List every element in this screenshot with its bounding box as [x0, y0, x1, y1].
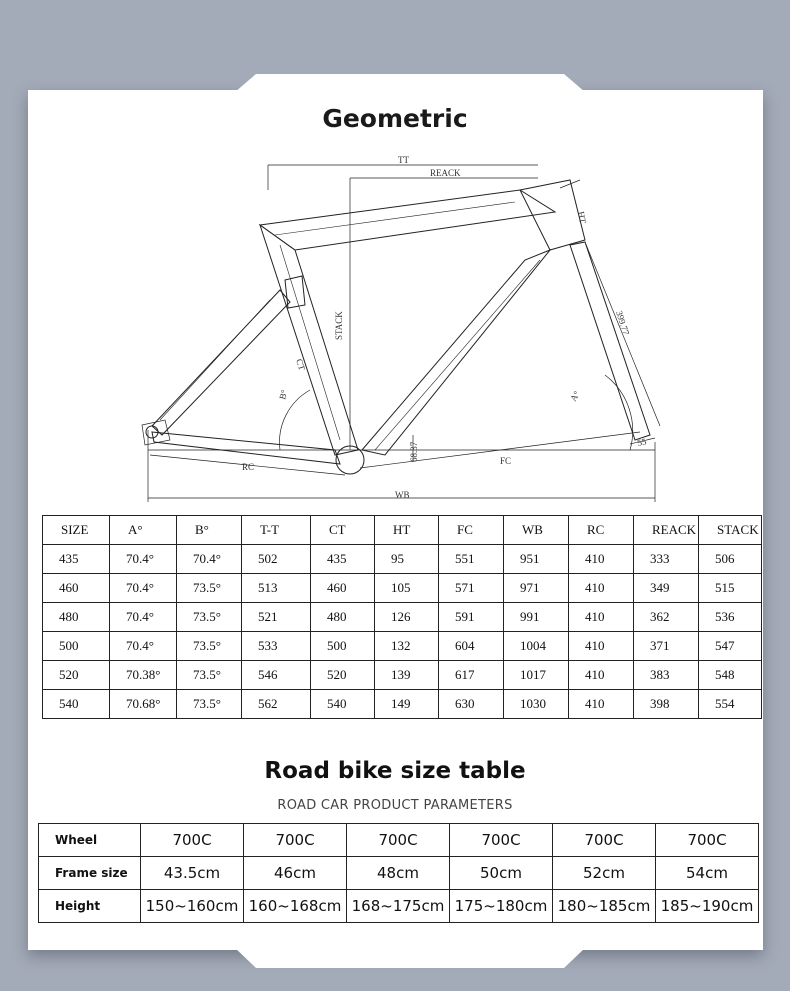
cell-frame-size: 50cm — [450, 857, 553, 890]
cell-height: 150~160cm — [141, 890, 244, 923]
label-ht: HT — [576, 210, 588, 225]
cell-reack: 371 — [634, 632, 699, 661]
size-row-frame-size — [39, 857, 759, 890]
cell-ht: 132 — [375, 632, 439, 661]
cell-a-angle: 70.4° — [110, 603, 177, 632]
cell-wb: 1004 — [504, 632, 569, 661]
cell-b-angle: 73.5° — [177, 574, 242, 603]
cell-height: 175~180cm — [450, 890, 553, 923]
cell-b-angle: 73.5° — [177, 632, 242, 661]
cell-frame-size: 54cm — [656, 857, 759, 890]
cell-wb: 951 — [504, 545, 569, 574]
geometry-row — [43, 661, 762, 690]
cell-b-angle: 70.4° — [177, 545, 242, 574]
label-ct: CT — [294, 357, 308, 372]
label-fc: FC — [500, 456, 512, 466]
sheet-top-tab — [235, 74, 585, 92]
cell-wheel: 700C — [656, 824, 759, 857]
header-stack: STACK — [699, 516, 762, 545]
cell-ct: 540 — [311, 690, 375, 719]
cell-size: 460 — [43, 574, 110, 603]
cell-size: 520 — [43, 661, 110, 690]
cell-wb: 1017 — [504, 661, 569, 690]
cell-fc: 571 — [439, 574, 504, 603]
cell-size: 435 — [43, 545, 110, 574]
cell-wheel: 700C — [141, 824, 244, 857]
geometry-row — [43, 603, 762, 632]
cell-frame-size: 46cm — [244, 857, 347, 890]
cell-rc: 410 — [569, 545, 634, 574]
cell-frame-size: 52cm — [553, 857, 656, 890]
sheet-bottom-tab — [235, 948, 585, 968]
label-a-angle: A° — [568, 389, 582, 403]
cell-ct: 500 — [311, 632, 375, 661]
header-size: SIZE — [43, 516, 110, 545]
cell-ht: 95 — [375, 545, 439, 574]
row-label-height: Height — [39, 890, 141, 923]
cell-size: 480 — [43, 603, 110, 632]
cell-fc: 551 — [439, 545, 504, 574]
cell-b-angle: 73.5° — [177, 690, 242, 719]
label-fork-length: 399.77 — [614, 309, 632, 337]
geometry-header-row — [43, 516, 762, 545]
cell-rc: 410 — [569, 574, 634, 603]
cell-wb: 971 — [504, 574, 569, 603]
header-a-angle: A° — [110, 516, 177, 545]
label-offset: 55 — [636, 436, 648, 448]
cell-a-angle: 70.68° — [110, 690, 177, 719]
label-drop: 68.37 — [409, 441, 419, 462]
cell-b-angle: 73.5° — [177, 603, 242, 632]
cell-rc: 410 — [569, 632, 634, 661]
cell-wb: 991 — [504, 603, 569, 632]
header-ht: HT — [375, 516, 439, 545]
page-title: Geometric — [322, 104, 468, 133]
geometry-row — [43, 545, 762, 574]
cell-a-angle: 70.4° — [110, 632, 177, 661]
label-stack: STACK — [334, 311, 344, 340]
label-b-angle: B° — [277, 388, 290, 401]
size-row-wheel — [39, 824, 759, 857]
size-row-height — [39, 890, 759, 923]
frame-geometry-diagram — [130, 150, 670, 510]
cell-size: 500 — [43, 632, 110, 661]
cell-reack: 333 — [634, 545, 699, 574]
cell-wheel: 700C — [450, 824, 553, 857]
cell-ht: 139 — [375, 661, 439, 690]
cell-a-angle: 70.38° — [110, 661, 177, 690]
cell-ht: 126 — [375, 603, 439, 632]
cell-size: 540 — [43, 690, 110, 719]
cell-wheel: 700C — [244, 824, 347, 857]
cell-ct: 480 — [311, 603, 375, 632]
cell-ct: 460 — [311, 574, 375, 603]
geometry-table — [42, 515, 762, 719]
cell-frame-size: 48cm — [347, 857, 450, 890]
cell-ct: 520 — [311, 661, 375, 690]
cell-rc: 410 — [569, 690, 634, 719]
cell-tt: 546 — [242, 661, 311, 690]
cell-rc: 410 — [569, 661, 634, 690]
cell-wb: 1030 — [504, 690, 569, 719]
row-label-frame-size: Frame size — [39, 857, 141, 890]
cell-fc: 604 — [439, 632, 504, 661]
geometry-row — [43, 574, 762, 603]
cell-wheel: 700C — [553, 824, 656, 857]
cell-a-angle: 70.4° — [110, 574, 177, 603]
header-rc: RC — [569, 516, 634, 545]
cell-wheel: 700C — [347, 824, 450, 857]
header-wb: WB — [504, 516, 569, 545]
label-wb: WB — [395, 490, 410, 500]
label-rc: RC — [242, 462, 255, 472]
cell-height: 185~190cm — [656, 890, 759, 923]
size-table-subtitle: ROAD CAR PRODUCT PARAMETERS — [277, 798, 513, 813]
cell-tt: 502 — [242, 545, 311, 574]
label-reack: REACK — [430, 168, 461, 178]
cell-height: 160~168cm — [244, 890, 347, 923]
cell-fc: 630 — [439, 690, 504, 719]
cell-a-angle: 70.4° — [110, 545, 177, 574]
cell-reack: 383 — [634, 661, 699, 690]
cell-ct: 435 — [311, 545, 375, 574]
cell-tt: 521 — [242, 603, 311, 632]
cell-ht: 105 — [375, 574, 439, 603]
cell-reack: 362 — [634, 603, 699, 632]
cell-fc: 591 — [439, 603, 504, 632]
header-reack: REACK — [634, 516, 699, 545]
cell-stack: 536 — [699, 603, 762, 632]
cell-b-angle: 73.5° — [177, 661, 242, 690]
header-fc: FC — [439, 516, 504, 545]
cell-frame-size: 43.5cm — [141, 857, 244, 890]
geometry-row — [43, 690, 762, 719]
header-ct: CT — [311, 516, 375, 545]
cell-tt: 513 — [242, 574, 311, 603]
cell-fc: 617 — [439, 661, 504, 690]
cell-stack: 547 — [699, 632, 762, 661]
row-label-wheel: Wheel — [39, 824, 141, 857]
cell-reack: 398 — [634, 690, 699, 719]
geometry-row — [43, 632, 762, 661]
label-tt: TT — [398, 155, 409, 165]
size-table — [38, 823, 759, 923]
cell-stack: 515 — [699, 574, 762, 603]
cell-height: 180~185cm — [553, 890, 656, 923]
cell-tt: 562 — [242, 690, 311, 719]
cell-stack: 548 — [699, 661, 762, 690]
header-b-angle: B° — [177, 516, 242, 545]
cell-height: 168~175cm — [347, 890, 450, 923]
header-tt: T-T — [242, 516, 311, 545]
cell-stack: 554 — [699, 690, 762, 719]
cell-ht: 149 — [375, 690, 439, 719]
size-table-title: Road bike size table — [264, 758, 526, 784]
cell-reack: 349 — [634, 574, 699, 603]
cell-tt: 533 — [242, 632, 311, 661]
cell-rc: 410 — [569, 603, 634, 632]
cell-stack: 506 — [699, 545, 762, 574]
